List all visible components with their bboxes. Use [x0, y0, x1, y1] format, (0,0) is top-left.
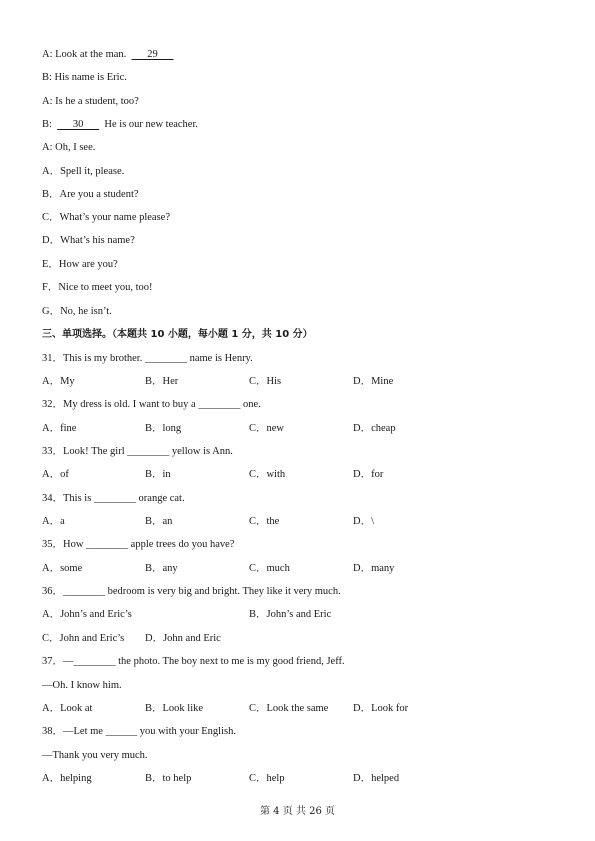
option[interactable]: B．any [145, 563, 178, 574]
line-text: Look at the man. [52, 49, 132, 60]
question-stem: 31．This is my brother. ________ name is Henry. [42, 353, 253, 364]
option-row [42, 515, 562, 528]
question-stem: 34．This is ________ orange cat. [42, 493, 185, 504]
option[interactable]: A．some [42, 563, 83, 574]
dialogue-line [42, 48, 174, 61]
option[interactable]: B．to help [145, 773, 192, 784]
option-row [42, 608, 562, 621]
choice-item: G．No, he isn’t. [42, 306, 112, 317]
option[interactable]: A．My [42, 376, 75, 387]
page-number: 第 4 页 共 26 页 [260, 806, 335, 817]
option[interactable]: B．long [145, 423, 182, 434]
question-stem: 32．My dress is old. I want to buy a ________ one. [42, 399, 261, 410]
option[interactable]: D．John and Eric [145, 633, 221, 644]
speaker: B: [42, 119, 52, 130]
option[interactable]: A．of [42, 469, 69, 480]
option[interactable]: B．an [145, 516, 173, 527]
option[interactable]: D．cheap [353, 423, 396, 434]
option-row [42, 468, 562, 481]
answer-blank-30[interactable]: 30 [57, 119, 100, 130]
line-text: He is our new teacher. [99, 119, 199, 130]
option[interactable]: B．Look like [145, 703, 204, 714]
choice-item: A．Spell it, please. [42, 166, 125, 177]
speaker: B: [42, 72, 52, 83]
speaker: A: [42, 49, 53, 60]
line-text: Oh, I see. [52, 142, 96, 153]
question-stem: 37．—________ the photo. The boy next to me is my good friend, Jeff. [42, 656, 345, 667]
option-row [42, 375, 562, 388]
option[interactable]: A．a [42, 516, 65, 527]
option-row [42, 422, 562, 435]
option-row [42, 702, 562, 715]
question-stem: 38．—Let me ______ you with your English. [42, 726, 236, 737]
dialogue-line [42, 71, 127, 84]
choice-item: E．How are you? [42, 259, 118, 270]
option[interactable]: D．Mine [353, 376, 394, 387]
option[interactable]: C．His [249, 376, 282, 387]
option[interactable]: C．John and Eric’s [42, 633, 125, 644]
option[interactable]: D．\ [353, 516, 374, 527]
option[interactable]: A．fine [42, 423, 77, 434]
speaker: A: [42, 142, 53, 153]
option-row [42, 772, 562, 785]
question-stem: 33．Look! The girl ________ yellow is Ann. [42, 446, 233, 457]
option[interactable]: B．Her [145, 376, 179, 387]
question-reply: —Oh. I know him. [42, 680, 122, 691]
option[interactable]: C．new [249, 423, 284, 434]
option[interactable]: C．Look the same [249, 703, 329, 714]
option[interactable]: D．for [353, 469, 384, 480]
option[interactable]: A．John’s and Eric’s [42, 609, 132, 620]
choice-item: C．What’s your name please? [42, 212, 170, 223]
option[interactable]: C．with [249, 469, 286, 480]
line-text: Is he a student, too? [52, 96, 139, 107]
option[interactable]: D．many [353, 563, 395, 574]
dialogue-line [42, 118, 198, 131]
question-reply: —Thank you very much. [42, 750, 148, 761]
option[interactable]: A．Look at [42, 703, 93, 714]
option[interactable]: C．much [249, 563, 290, 574]
dialogue-line [42, 95, 139, 108]
option[interactable]: C．help [249, 773, 285, 784]
choice-item: F．Nice to meet you, too! [42, 282, 153, 293]
speaker: A: [42, 96, 53, 107]
line-text: His name is Eric. [51, 72, 127, 83]
option[interactable]: D．Look for [353, 703, 409, 714]
question-stem: 35．How ________ apple trees do you have? [42, 539, 235, 550]
answer-blank-29[interactable]: 29 [131, 49, 174, 60]
option[interactable]: B．in [145, 469, 171, 480]
option[interactable]: D．helped [353, 773, 400, 784]
option-row [42, 562, 562, 575]
section-heading: 三、单项选择。（本题共 10 小题，每小题 1 分，共 10 分） [42, 329, 313, 340]
question-stem: 36．________ bedroom is very big and bright. They like it very much. [42, 586, 341, 597]
option[interactable]: B．John’s and Eric [249, 609, 332, 620]
option-row [42, 632, 562, 645]
choice-item: B．Are you a student? [42, 189, 139, 200]
option[interactable]: C．the [249, 516, 280, 527]
option[interactable]: A．helping [42, 773, 92, 784]
choice-item: D．What’s his name? [42, 235, 135, 246]
dialogue-line [42, 141, 95, 154]
